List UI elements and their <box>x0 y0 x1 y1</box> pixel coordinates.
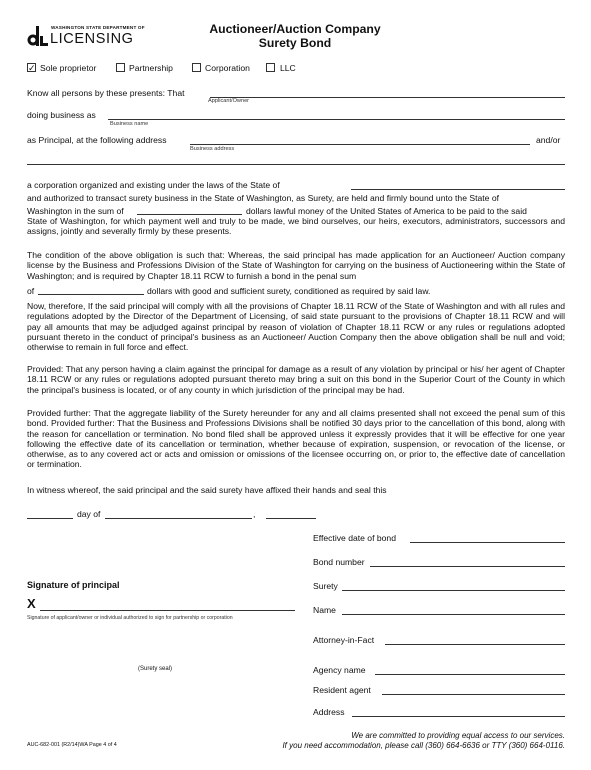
surety-field[interactable] <box>342 590 565 591</box>
surety-seal-label: (Surety seal) <box>138 666 173 672</box>
attorney-in-fact-field[interactable] <box>385 644 565 645</box>
penal-sum-suffix: dollars with good and sufficient surety, conditioned as required by said law. <box>147 286 431 296</box>
sole-proprietor-label: Sole proprietor <box>40 62 97 73</box>
doing-business-label: doing business as <box>27 110 96 120</box>
sum-prefix-label: Washington in the sum of <box>27 206 124 216</box>
state-of-field[interactable] <box>351 189 565 190</box>
signature-caption: Signature of applicant/owner or individual authorized to sign for partnership or corporation <box>27 615 233 621</box>
witness-paragraph: In witness whereof, the said principal and the said surety have affixed their hands and seal this <box>27 485 387 495</box>
and-or-label: and/or <box>536 135 561 145</box>
dol-logo <box>27 23 147 49</box>
name-label: Name <box>313 605 336 615</box>
attorney-in-fact-label: Attorney-in-Fact <box>313 635 375 645</box>
corporation-label: Corporation <box>205 62 250 73</box>
provided-further-paragraph: Provided further: That the aggregate liability of the Surety hereunder for any and all claims presented shall not exceed the penal sum of this bond. Provided further: That the Business and Professions Divisions shall be notified 30 days prior to the cancellation of this bond, along with the reason for cancellation or termination. No bond filed shall be approved unless it expressly provides that it will be effective for one year following the effective date of its cancellation or termination, whether because of expiration, suspension, or revocation of the license, or otherwise, as to any covered act or acts and omission or omissions of the licensee occurring on, or prior to, the effective date of cancellation or termination. <box>27 408 565 470</box>
effective-date-label: Effective date of bond <box>313 533 396 543</box>
corp-line-label: a corporation organized and existing under the laws of the State of <box>27 180 280 190</box>
know-all-label: Know all persons by these presents: That <box>27 88 185 98</box>
dol-logo-mark-icon <box>27 26 49 48</box>
agency-name-small: WASHINGTON STATE DEPARTMENT OF <box>51 25 145 30</box>
business-address-line2[interactable] <box>27 164 565 165</box>
form-title-line2: Surety Bond <box>258 36 332 50</box>
name-field[interactable] <box>342 614 565 615</box>
accommodation-line2: If you need accommodation, please call (360) 664-6636 or TTY (360) 664-0116. <box>282 741 565 750</box>
now-therefore-paragraph: Now, therefore, If the said principal will comply with all the provisions of Chapter 18.11 RCW of the State of Washington and with all rules and regulations adopted by the Director of the Department of Licensing, of said state pursuant to the provisions of Chapter 18.11 RCW and will pay all amounts that may be adjudged against principal by reason of violation of Chapter 18.11 RCW or any rules or regulations adopted pursuant thereto in the conduct of principal's business as an Auctioneer/ Auction Company then the above obligation shall be null and void; otherwise to remain in full force and effect. <box>27 301 565 353</box>
checkmark-icon: ✓ <box>28 63 36 73</box>
address-field[interactable] <box>352 716 565 717</box>
llc-checkbox[interactable] <box>266 63 275 72</box>
bond-number-label: Bond number <box>313 557 365 567</box>
year-field[interactable] <box>266 518 316 519</box>
provided-paragraph: Provided: That any person having a claim against the principal for damage as a result of any violation by principal or his/ her agent of Chapter 18.11 RCW or any rules or regulations adopted pursuant thereto may bring a suit on this bond in the Superior Court of the County in which the principal's business is located, or of any county in which jurisdiction of the principal may be had. <box>27 364 565 395</box>
penal-sum-field[interactable] <box>38 294 144 295</box>
business-name-caption: Business name <box>110 121 149 127</box>
month-field[interactable] <box>105 518 252 519</box>
agency-name-field[interactable] <box>375 674 565 675</box>
resident-agent-field[interactable] <box>382 694 565 695</box>
agency-name-large: LICENSING <box>50 31 134 47</box>
business-address-field[interactable] <box>190 144 530 145</box>
effective-date-field[interactable] <box>410 542 565 543</box>
condition-paragraph: The condition of the above obligation is such that: Whereas, the said principal has made application for an Auctioneer/ Auction company license by the Business and Professions Division of the State of Washington for carrying on the business of Auctioneering within the State of Washington; and is required by Chapter 18.11 RCW to furnish a bond in the penal sum <box>27 250 565 281</box>
llc-label: LLC <box>280 62 296 73</box>
resident-agent-label: Resident agent <box>313 685 371 695</box>
applicant-owner-field[interactable] <box>210 97 565 98</box>
address-label: Address <box>313 707 345 717</box>
form-id: AUC-682-001 (R2/14)WA Page 4 of 4 <box>27 742 117 748</box>
bond-number-field[interactable] <box>370 566 565 567</box>
partnership-checkbox[interactable] <box>116 63 125 72</box>
surety-paragraph-rest: State of Washington, for which payment well and truly to be made, we bind ourselves, our heirs, executors, administrators, successors and assigns, jointly and severally firmly by these presents. <box>27 216 565 237</box>
agency-name-label: Agency name <box>313 665 366 675</box>
day-of-label: day of <box>77 509 101 519</box>
business-address-caption: Business address <box>190 145 235 152</box>
date-comma: , <box>253 509 256 519</box>
surety-paragraph-line2: and authorized to transact surety business in the State of Washington, as Surety, are held and firmly bound unto the State of <box>27 193 499 203</box>
signature-x-mark: X <box>27 596 36 611</box>
business-name-field[interactable] <box>108 119 565 120</box>
accommodation-line1: We are committed to providing equal access to our services. <box>351 731 565 740</box>
as-principal-label: as Principal, at the following address <box>27 135 167 145</box>
bond-sum-field[interactable] <box>137 214 242 215</box>
form-title <box>180 22 410 50</box>
surety-label: Surety <box>313 581 338 591</box>
penal-sum-of-label: of <box>27 286 35 296</box>
corporation-checkbox[interactable] <box>192 63 201 72</box>
sole-proprietor-checkbox[interactable] <box>27 63 36 72</box>
principal-signature-field[interactable] <box>40 610 295 611</box>
partnership-label: Partnership <box>129 62 173 73</box>
signature-of-principal-label: Signature of principal <box>27 580 120 590</box>
form-title-line1: Auctioneer/Auction Company <box>209 22 381 36</box>
day-field[interactable] <box>27 518 73 519</box>
sum-suffix-label: dollars lawful money of the United States of America to be paid to the said <box>246 206 527 216</box>
applicant-owner-caption: Applicant/Owner <box>208 98 250 104</box>
